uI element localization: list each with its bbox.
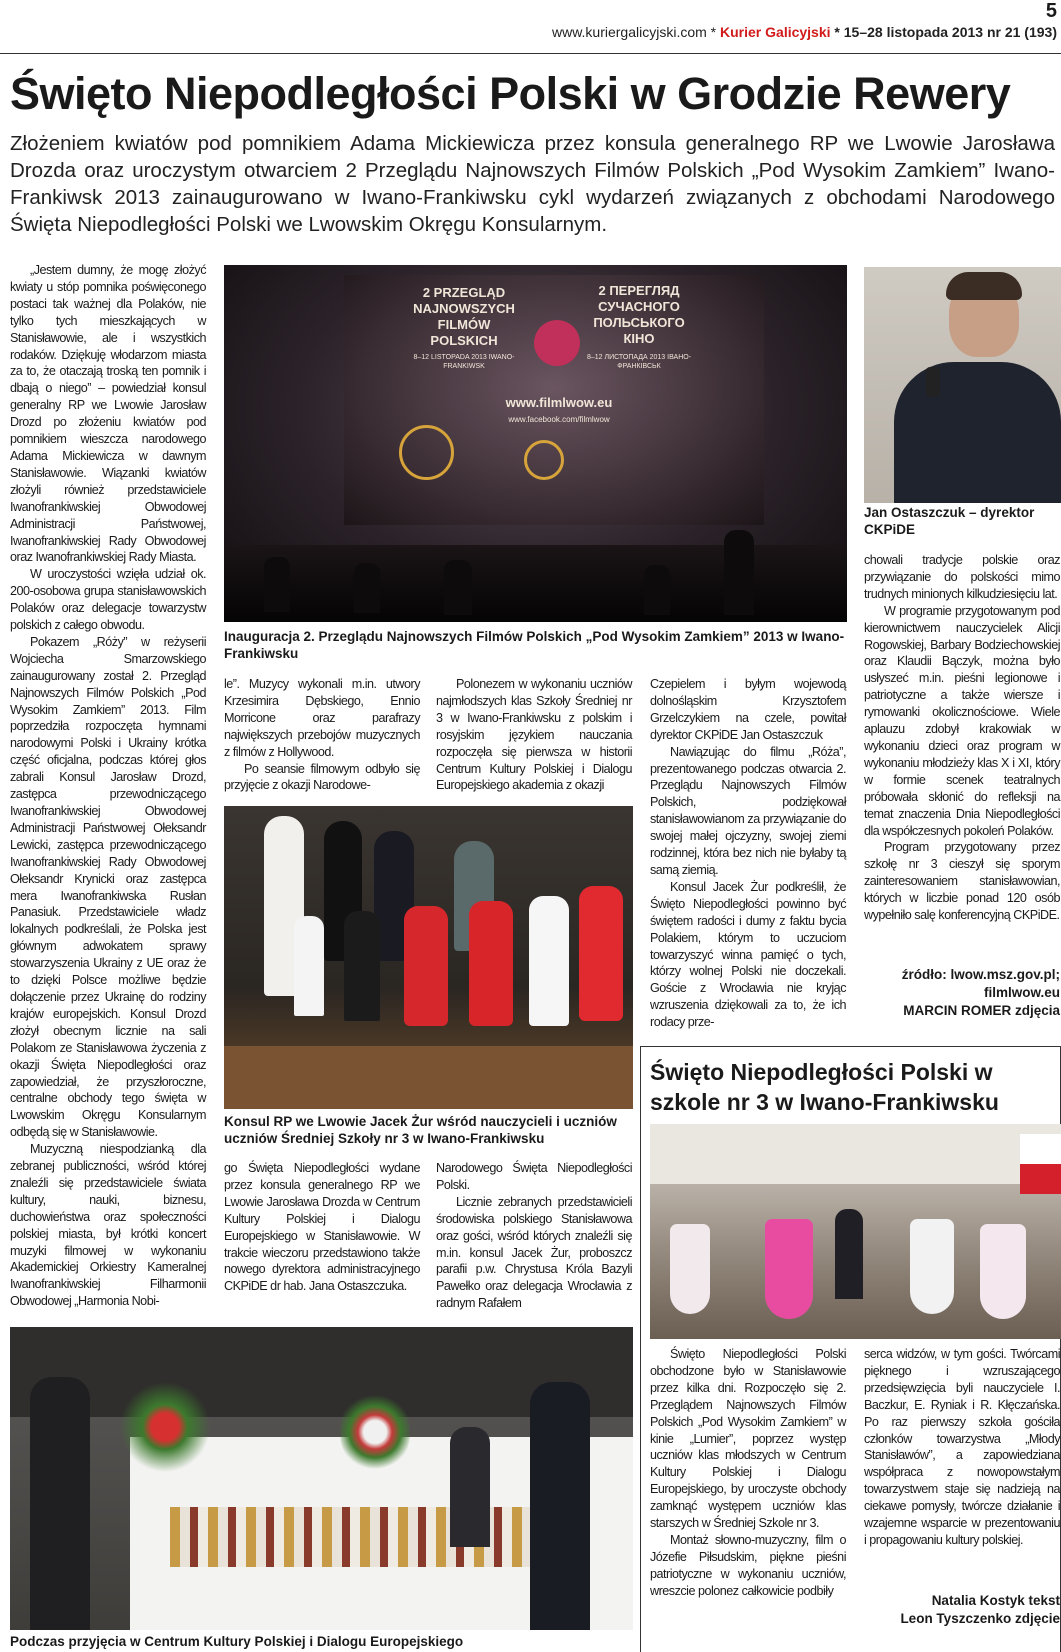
article-title: Święto Niepodległości Polski w Grodzie Rewery (10, 68, 1011, 119)
column-3-top (436, 676, 632, 794)
food-platters (170, 1507, 590, 1567)
paragraph: Montaż słowno-muzyczny, film o Józefie Piłsudskim, piękne pieśni patriotyczne w wykonaniu uczniów, wreszcie polonez całkowicie podbiły (650, 1532, 846, 1598)
sidebar-credit (864, 1592, 1060, 1628)
screen-title-ua: 2 ПЕРЕГЛЯД СУЧАСНОГО ПОЛЬСЬКОГО КІНО (593, 283, 685, 346)
column-1 (10, 262, 206, 1310)
sidebar-author: Natalia Kostyk tekst (931, 1593, 1060, 1608)
guest-figure (30, 1377, 90, 1630)
paragraph: Nawiązując do filmu „Róża”, prezentowanego podczas otwarcia 2. Przeglądu Najnowszych Filmów Polskich, podziękował stanisławowianom za przywiązanie do swojej małej ojczyzny, swojej ziemi rodzinnej, która bez nich nie byłaby tą samą ziemią. (650, 744, 846, 877)
child-figure (294, 916, 324, 1016)
dancer-figure (835, 1209, 863, 1299)
paragraph: go Święta Niepodległości wydane przez konsula generalnego RP we Lwowie Jarosława Drozda w Centrum Kultury Polskiej i Dialogu Europejskiego w Stanisławowie. W trakcie wieczoru przedstawiono także nowego dyrektora administracyjnego CKPiDE dr hab. Jana Ostaszczuka. (224, 1161, 420, 1294)
speaker-figure (724, 530, 754, 615)
dancer-figure (980, 1224, 1026, 1319)
column-5 (864, 552, 1060, 924)
ceiling (650, 1124, 1061, 1184)
caption-cinema: Inauguracja 2. Przeglądu Najnowszych Filmów Polskich „Pod Wysokim Zamkiem” 2013 w Iwano-Frankiwsku (224, 629, 845, 661)
paragraph: Po seansie filmowym odbyło się przyjęcie z okazji Narodowe- (224, 761, 420, 793)
paragraph: „Jestem dumny, że mogę złożyć kwiaty u stóp pomnika poświęconego postaci tak ważnej dla Polaków, nie tylko tych mieszkających w Stanisławowie, ale i wszystkich rodaków. Dziękuję włodarzom miasta za to, że otaczają troską ten pomnik i dbają o niego” – powiedział konsul generalny RP we Lwowie Jarosław Drozd po złożeniu kwiatów pod pomnikiem wieszcza narodowego Adama Mickiewicza w dawnym Stanisławowie. Wiązanki kwiatów złożyli również przedstawiciele Iwanofrankiwskiej Obwodowej Administracji Państwowej, Iwanofrankiwskiej Rady Obwodowej oraz Iwanofrankiwskiej Rady Miasta. (10, 263, 206, 565)
column-4 (650, 676, 846, 1031)
paragraph: W programie przygotowanym pod kierownictwem nauczycielek Alicji Rogowskiej, Barbary Bodziechowskiej oraz Klaudii Bączyk, można było usłyszeć m.in. pieśni legionowe i patriotyczne a także wiersze i rymowanki okolicznościowe. Wiele aplauzu zdobył krakowiak w wykonaniu dzieci oraz program w wykonaniu młodzieży klas X i XI, który w formie scenek teatralnych próbowała skłonić do refleksji na temat znaczenia Dnia Niepodległości dla współczesnych pokoleń Polaków. (864, 603, 1060, 838)
musician-figure (354, 563, 380, 613)
site-url[interactable]: www.kuriergalicyjski.com * (551, 24, 721, 40)
paragraph: Konsul Jacek Żur podkreślił, że Święto Niepodległości powinno być świętem radości i dumy z faktu bycia Polakiem, którym to uczuciom towarzyszyć winna pamięć o tych, którzy wolnej Polski nie doczekali. Goście z Wrocławia nie kryjąc wzruszenia dziękowali za to, że ich rodacy prze- (650, 879, 846, 1030)
photo-school-dance (650, 1124, 1061, 1339)
column-3-bottom (436, 1160, 632, 1312)
hair (946, 272, 1022, 300)
source-text: źródło: lwow.msz.gov.pl; filmlwow.eu (901, 967, 1060, 1000)
paragraph: Muzyczną niespodzianką dla zebranej publiczności, wśród której znaleźli się przedstawiciele świata kultury, nauki, biznesu, duchowieństwa oraz społeczności polskiej miasta, był krótki koncert muzyki filmowej w wykonaniu Akademickiej Orkiestry Kameralnej Iwanofrankiwskiej Filharmonii Obwodowej „Harmonia Nobi- (10, 1142, 206, 1309)
guest-figure (530, 1382, 590, 1630)
dancer-figure (910, 1219, 954, 1314)
child-folk-costume (469, 901, 513, 1026)
lion-figure-icon (399, 425, 454, 480)
dancer-figure (670, 1224, 710, 1314)
paragraph: Święto Niepodległości Polski obchodzone było w Stanisławowie przez kilka dni. Rozpoczęło się 2. Przeglądem Najnowszych Filmów Polskich „Pod Wysokim Zamkiem” w kinie „Lumier”, poprzez występ uczniów klas młodszych w Centrum Kultury Polskiej i Dialogu Europejskiego, by uroczyste obchody zamknąć występem uczniów klas starszych w Średniej Szkole nr 3. (650, 1347, 846, 1531)
sidebar-photo-author: Leon Tyszczenko zdjęcie (900, 1611, 1060, 1626)
child-folk-costume (404, 906, 448, 1026)
sidebar-title: Święto Niepodległości Polski w szkole nr 3 w Iwano-Frankiwsku (650, 1059, 999, 1115)
paragraph: Narodowego Święta Niepodległości Polski. (436, 1161, 632, 1192)
paragraph: Program przygotowany przez szkołę nr 3 cieszył się sporym zainteresowaniem stanisławowian, których w liczbie ponad 120 osób wypełniło salę konferencyjną CKPiDE. (864, 840, 1060, 923)
screen-fb: www.facebook.com/filmlwow (508, 415, 610, 424)
masthead (552, 24, 1057, 40)
child-folk-costume (579, 886, 623, 1021)
caption-reception: Podczas przyjęcia w Centrum Kultury Polskiej i Dialogu Europejskiego (10, 1634, 464, 1649)
guest-figure (450, 1427, 490, 1547)
sidebar-column-b (864, 1346, 1060, 1549)
page-number: 5 (1045, 0, 1057, 22)
flower-bouquet (340, 1387, 410, 1477)
article-lead: Złożeniem kwiatów pod pomnikiem Adama Mickiewicza przez konsula generalnego RP we Lwowie Jarosława Drozda oraz uroczystym otwarciem 2 Przeglądu Najnowszych Filmów Polskich „Pod Wysokim Zamkiem” Iwano-Frankiwsk 2013 zainaugurowano w Iwano-Frankiwsku cykl wydarzeń związanych z obchodami Narodowego Święta Niepodległości Polski we Lwowskim Okręgu Konsularnym. (10, 132, 1055, 236)
photo-credit: MARCIN ROMER zdjęcia (903, 1003, 1060, 1018)
paragraph: chowali tradycje polskie oraz przywiązanie do polskości mimo trudnych minionych kilkudziesięciu lat. (864, 553, 1060, 601)
header-rule (0, 53, 1061, 54)
source-credit (864, 966, 1060, 1020)
sidebar-column-a (650, 1346, 846, 1600)
photo-children (224, 806, 633, 1109)
newspaper-name: Kurier Galicyjski (720, 24, 831, 40)
paragraph: Polonezem w wykonaniu uczniów najmłodszych klas Szkoły Średniej nr 3 w Iwano-Frankiwsku z polskim i rosyjskim językiem nauczania rozpoczęła się pierwsza w historii Centrum Kultury Polskiej i Dialogu Europejskiego akademia z okazji (436, 677, 632, 793)
child-figure (344, 911, 380, 1021)
paragraph: serca widzów, w tym gości. Twórcami pięknego i wzruszającego przedsięwzięcia byli nauczyciele I. Baczkur, E. Ryniak i R. Kłęczańska. Po raz pierwszy szkoła gościła członków towarzystwa „Młody Stanisławów”, a zapowiedziana współpraca z nowopowstałym towarzystwem staje się nadzieją na ciekawe pomysły, twórcze działanie i wzajemne wsparcie w prezentowaniu i propagowaniu kultury polskiej. (864, 1347, 1060, 1547)
crown-figure-icon (524, 440, 564, 480)
paragraph: Licznie zebranych przedstawicieli środowiska polskiego Stanisławowa oraz gości, wśród których znaleźli się m.in. konsul Jacek Żur, proboszcz parafii p.w. Chrystusa Króla Bazyli Pawełko oraz delegacja Wrocławia z radnym Rafałem (436, 1194, 632, 1311)
issue-date: * 15–28 listopada 2013 nr 21 (193) (830, 24, 1057, 40)
column-2-top (224, 676, 420, 794)
polish-flag-icon (1020, 1134, 1061, 1194)
photo-reception (10, 1327, 633, 1630)
microphone-icon (926, 367, 940, 397)
suit (894, 362, 1061, 503)
screen-url: www.filmlwow.eu (505, 395, 613, 410)
paragraph: le”. Muzycy wykonali m.in. utwory Krzesimira Dębskiego, Ennio Morricone oraz parafrazy największych przebojów muzycznych z filmów z Hollywood. (224, 677, 420, 759)
caption-children: Konsul RP we Lwowie Jacek Żur wśród nauczycieli i uczniów uczniów Średniej Szkoły nr 3 w Iwano-Frankiwsku (224, 1114, 617, 1146)
screen-date-pl: 8–12 LISTOPADA 2013 IWANO-FRANKIWSK (413, 354, 515, 370)
musician-figure (644, 565, 670, 615)
musician-figure (264, 557, 290, 612)
floor (224, 1046, 633, 1109)
child-figure (529, 896, 569, 1026)
paragraph: W uroczystości wzięła udział ok. 200-osobowa grupa stanisławowskich Polaków oraz delegacje towarzystw polskich z całego obwodu. (10, 567, 206, 633)
paragraph: Pokazem „Róży” w reżyserii Wojciecha Smarzowskiego zainaugurowany został 2. Przegląd Najnowszych Filmów Polskich „Pod Wysokim Zamkiem” 2013. Film poprzedziła rozpoczęta hymnami narodowymi Polski i Ukrainy krótka część oficjalna, podczas której głos zabrali Konsul Jarosław Drozd, zastępca przewodniczącego Iwanofrankiwskiej Obwodowej Administracji Państwowej Ołeksandr Lewicki, zastępca przewodniczącego Iwanofrankiwskiej Rady Obwodowej Ołeksandr Krynicki oraz zastępca mera Iwanofrankiwska Rusłan Panasiuk. Przedstawiciele władz lokalnych podkreślali, że Polska jest głównym adwokatem sprawy stowarzyszenia Ukrainy z UE oraz że to dzięki Polsce możliwe będzie dołączenie przez Ukrainę do rodziny krajów europejskich. Konsul Drozd złożył obecnym licznie na sali Polakom ze Stanisławowa życzenia z okazji Święta Niepodległości oraz zapowiedział, że przyszłoroczne, centralne obchody tego święta w Lwowskim Okręgu Konsularnym odbędą się w Stanisławowie. (10, 634, 206, 1140)
photo-ostaszczuk (864, 267, 1061, 503)
screen-title-pl: 2 PRZEGLĄD NAJNOWSZYCH FILMÓW POLSKICH (413, 285, 515, 348)
festival-logo-icon (534, 320, 580, 366)
photo-cinema (224, 265, 847, 622)
musician-figure (444, 560, 472, 615)
dancer-figure (765, 1219, 813, 1319)
screen-date-ua: 8–12 ЛИСТОПАДА 2013 ІВАНО-ФРАНКІВСЬК (586, 354, 692, 370)
flower-bouquet (120, 1367, 210, 1487)
caption-ostaszczuk: Jan Ostaszczuk – dyrektor CKPiDE (864, 505, 1035, 537)
column-2-bottom (224, 1160, 420, 1295)
paragraph: Czepielem i byłym wojewodą dolnośląskim Krzysztofem Grzelczykiem na czele, powitał dyrektor CKPiDE Jan Ostaszczuk (650, 677, 846, 742)
